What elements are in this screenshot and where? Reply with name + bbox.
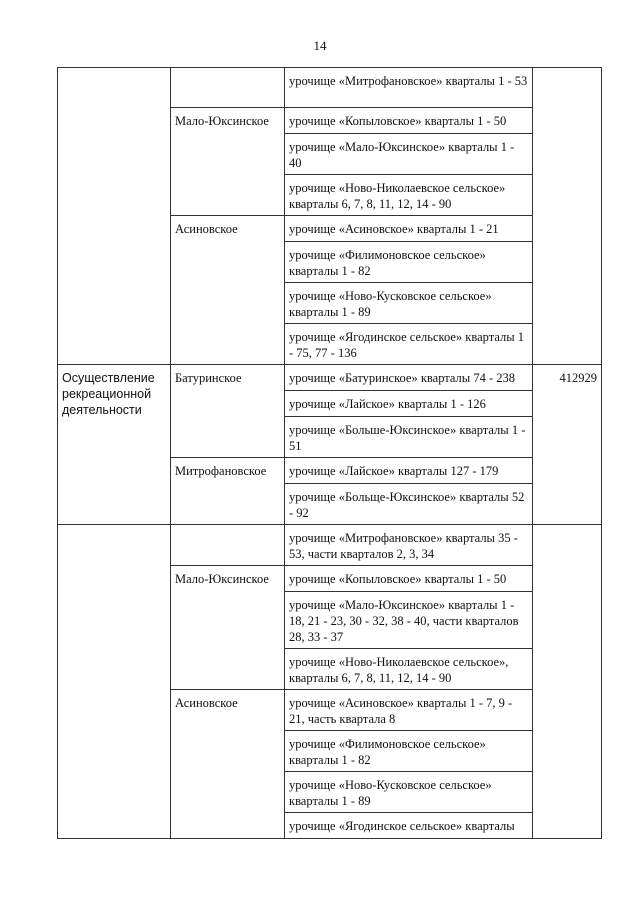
table-row	[58, 68, 602, 108]
forestry-cell: Асиновское	[171, 690, 285, 839]
forestry-cell: Мало-Юксинское	[171, 566, 285, 690]
area-cell: 412929	[533, 365, 602, 525]
location-cell: урочище «Ново-Кусковское сельское» кварталы 1 - 89	[285, 283, 533, 324]
location-cell: урочище «Филимоновское сельское» кварталы 1 - 82	[285, 242, 533, 283]
location-cell: урочище «Лайское» кварталы 127 - 179	[285, 458, 533, 484]
activity-cell: Осуществление рекреационной деятельности	[58, 365, 171, 525]
forestry-cell: Мало-Юксинское	[171, 108, 285, 216]
table-row	[58, 365, 602, 391]
location-cell: урочище «Мало-Юксинское» кварталы 1 - 18, 21 - 23, 30 - 32, 38 - 40, части кварталов 28, 33 - 37	[285, 592, 533, 649]
location-cell: урочище «Ягодинское сельское» кварталы	[285, 813, 533, 839]
location-cell: урочище «Больше-Юксинское» кварталы 1 - 51	[285, 417, 533, 458]
location-cell: урочище «Ново-Николаевское сельское» кварталы 6, 7, 8, 11, 12, 14 - 90	[285, 175, 533, 216]
location-cell: урочище «Мало-Юксинское» кварталы 1 - 40	[285, 134, 533, 175]
location-cell: урочище «Лайское» кварталы 1 - 126	[285, 391, 533, 417]
page-number: 14	[313, 38, 327, 53]
location-cell: урочище «Батуринское» кварталы 74 - 238	[285, 365, 533, 391]
forestry-table	[57, 67, 602, 839]
activity-cell	[58, 68, 171, 365]
location-cell: урочище «Копыловское» кварталы 1 - 50	[285, 566, 533, 592]
location-cell: урочище «Асиновское» кварталы 1 - 21	[285, 216, 533, 242]
area-cell	[533, 68, 602, 365]
location-cell: урочище «Ново-Николаевское сельское», кварталы 6, 7, 8, 11, 12, 14 - 90	[285, 649, 533, 690]
forestry-cell: Митрофановское	[171, 458, 285, 525]
location-cell: урочище «Ягодинское сельское» кварталы 1 - 75, 77 - 136	[285, 324, 533, 365]
location-cell: урочище «Ново-Кусковское сельское» кварталы 1 - 89	[285, 772, 533, 813]
forestry-cell	[171, 525, 285, 566]
location-cell: урочище «Митрофановское» кварталы 35 - 53, части кварталов 2, 3, 34	[285, 525, 533, 566]
forestry-cell: Асиновское	[171, 216, 285, 365]
location-cell: урочище «Копыловское» кварталы 1 - 50	[285, 108, 533, 134]
location-cell: урочище «Больще-Юксинское» кварталы 52 - 92	[285, 484, 533, 525]
forestry-cell: Батуринское	[171, 365, 285, 458]
forestry-cell	[171, 68, 285, 108]
location-cell: урочище «Митрофановское» кварталы 1 - 53	[285, 68, 533, 108]
location-cell: урочище «Асиновское» кварталы 1 - 7, 9 - 21, часть квартала 8	[285, 690, 533, 731]
activity-cell	[58, 525, 171, 839]
location-cell: урочище «Филимоновское сельское» кварталы 1 - 82	[285, 731, 533, 772]
table-row	[58, 525, 602, 566]
area-cell	[533, 525, 602, 839]
